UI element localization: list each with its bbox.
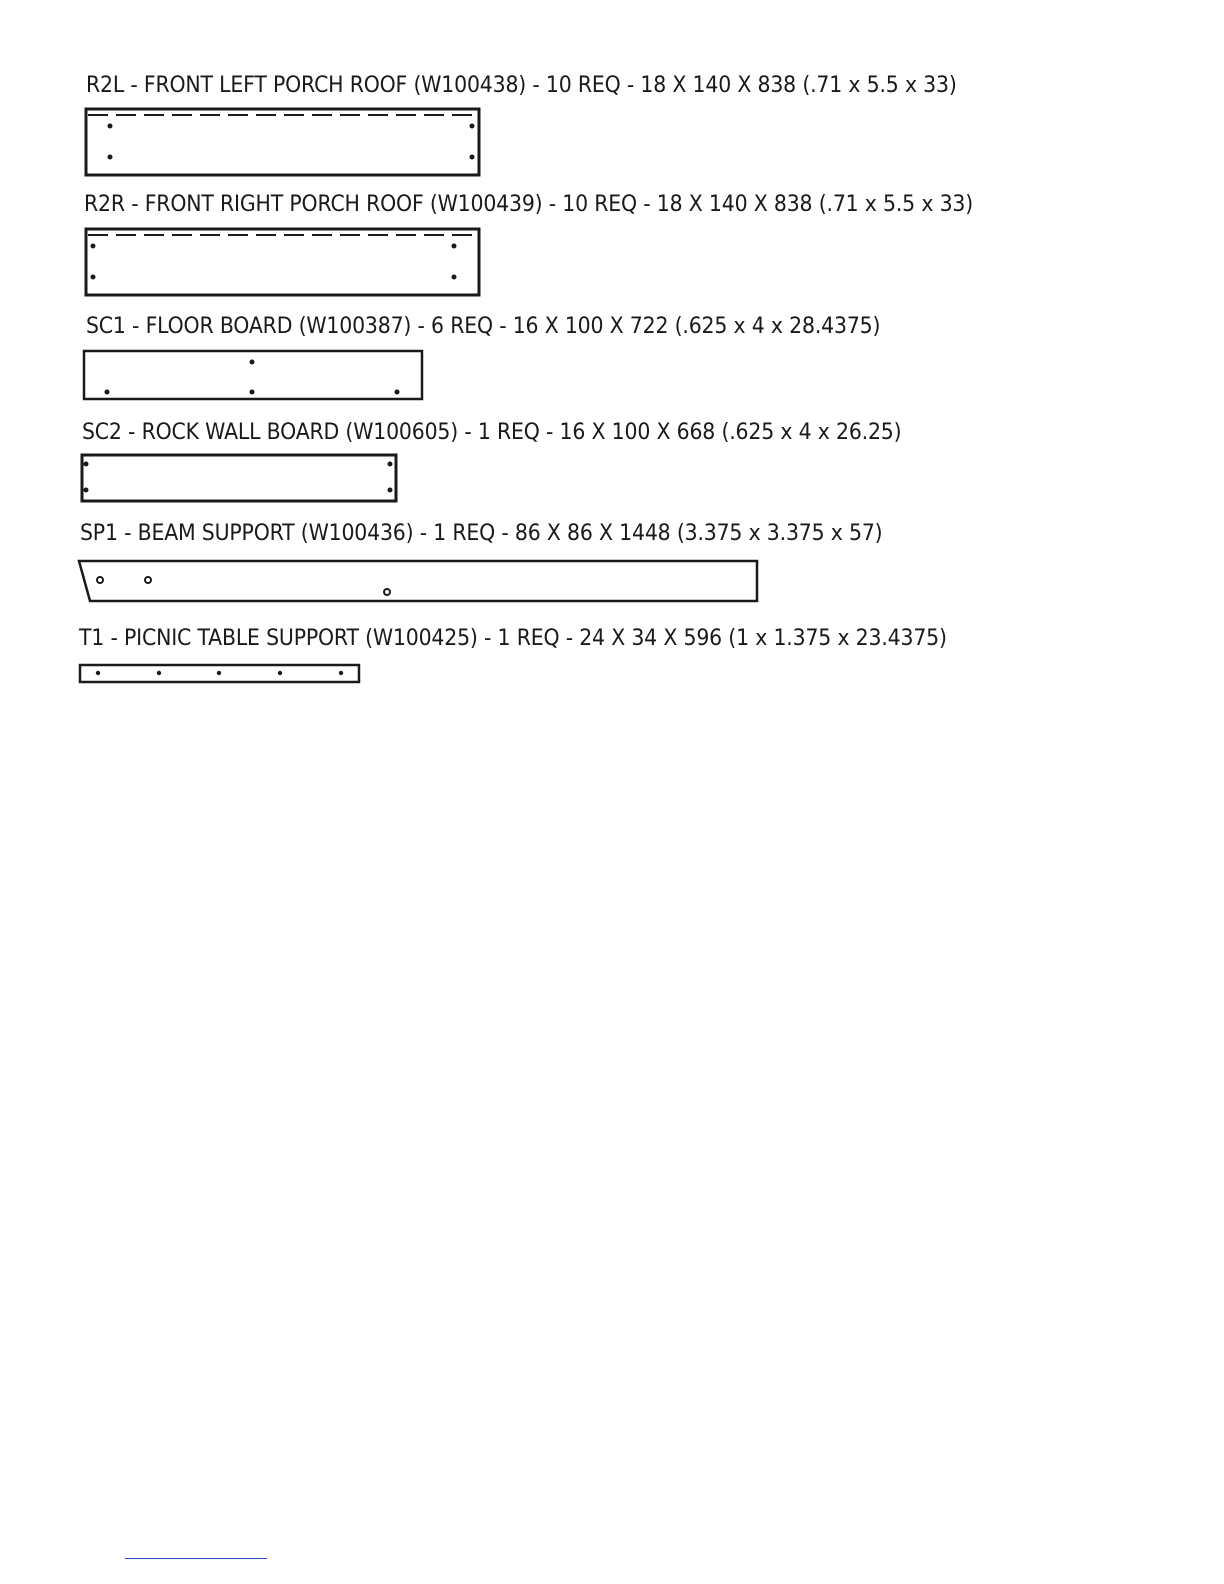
part-label-sc2: SC2 - ROCK WALL BOARD (W100605) - 1 REQ - 16 X 100 X 668 (.625 x 4 x 26.25) bbox=[82, 420, 902, 445]
part-label-sp1: SP1 - BEAM SUPPORT (W100436) - 1 REQ - 86 X 86 X 1448 (3.375 x 3.375 x 57) bbox=[80, 521, 883, 546]
board-drawing-sp1 bbox=[76, 558, 762, 606]
board-drawing-sc2 bbox=[80, 452, 400, 506]
board-drawing-t1 bbox=[78, 662, 364, 686]
part-label-t1: T1 - PICNIC TABLE SUPPORT (W100425) - 1 REQ - 24 X 34 X 596 (1 x 1.375 x 23.4375) bbox=[79, 626, 947, 651]
part-label-r2r: R2R - FRONT RIGHT PORCH ROOF (W100439) - 10 REQ - 18 X 140 X 838 (.71 x 5.5 x 33) bbox=[84, 192, 974, 217]
board-drawing-r2l bbox=[84, 106, 484, 178]
board-drawing-sc1 bbox=[82, 349, 426, 403]
board-drawing-r2r bbox=[84, 226, 484, 298]
footer-rule bbox=[125, 1558, 267, 1559]
part-label-sc1: SC1 - FLOOR BOARD (W100387) - 6 REQ - 16 X 100 X 722 (.625 x 4 x 28.4375) bbox=[86, 314, 881, 339]
part-label-r2l: R2L - FRONT LEFT PORCH ROOF (W100438) - 10 REQ - 18 X 140 X 838 (.71 x 5.5 x 33) bbox=[86, 73, 957, 98]
